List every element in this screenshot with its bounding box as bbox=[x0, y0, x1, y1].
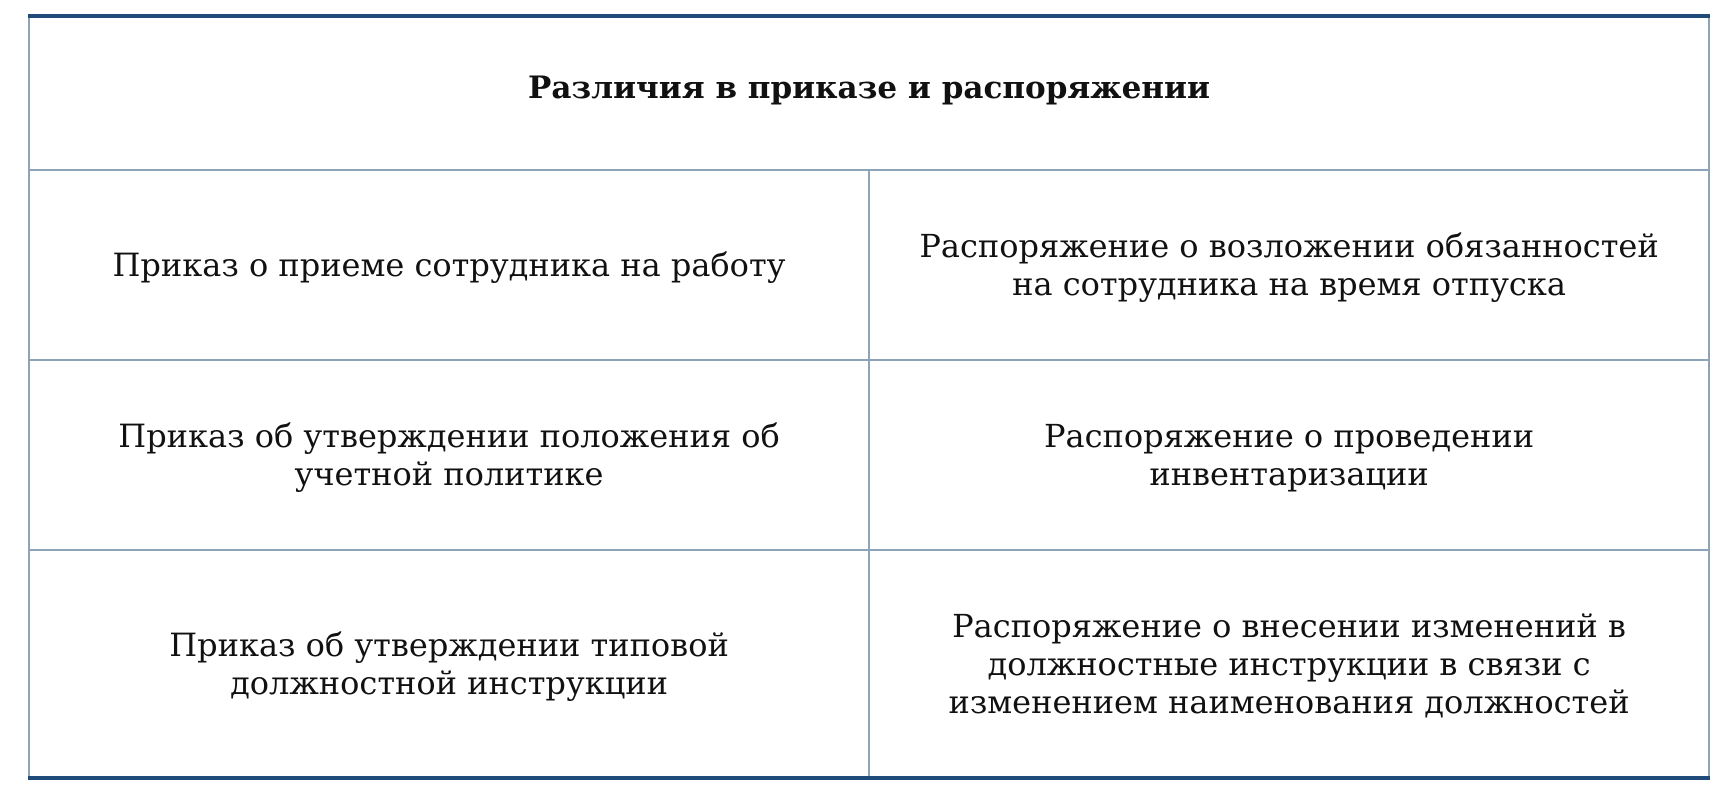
table-title: Различия в приказе и распоряжении bbox=[29, 16, 1709, 170]
order-cell: Приказ о приеме сотрудника на работу bbox=[29, 170, 869, 360]
directive-cell: Распоряжение о проведении инвентаризации bbox=[869, 360, 1709, 550]
table-row bbox=[29, 170, 1709, 360]
order-cell: Приказ об утверждении положения об учетной политике bbox=[29, 360, 869, 550]
comparison-table bbox=[28, 14, 1710, 780]
order-cell: Приказ об утверждении типовой должностной инструкции bbox=[29, 550, 869, 778]
directive-cell: Распоряжение о возложении обязанностей на сотрудника на время отпуска bbox=[869, 170, 1709, 360]
table-row bbox=[29, 360, 1709, 550]
table-row bbox=[29, 550, 1709, 778]
directive-cell: Распоряжение о внесении изменений в должностные инструкции в связи с изменением наименования должностей bbox=[869, 550, 1709, 778]
table-title-row bbox=[29, 16, 1709, 170]
